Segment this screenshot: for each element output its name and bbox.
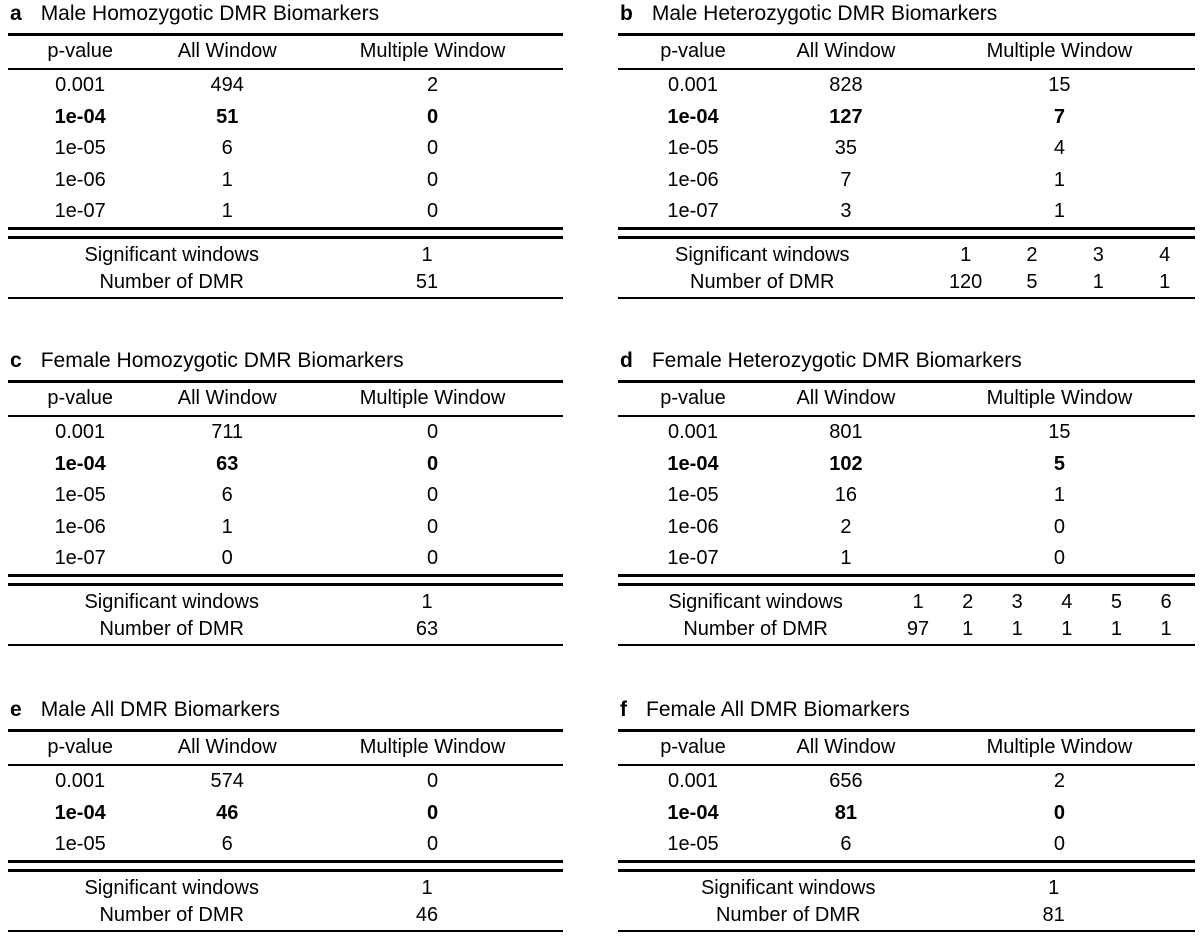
table-bottom-rule — [8, 930, 563, 933]
cell-all-window: 7 — [840, 168, 852, 191]
cell-multiple-window: 0 — [427, 168, 439, 191]
cell-multiple-window: 0 — [427, 547, 439, 570]
cell-pvalue: 1e-06 — [667, 168, 719, 191]
cell-pvalue: 0.001 — [55, 770, 106, 793]
column-header-multiple-window: Multiple Window — [359, 736, 506, 759]
cell-multiple-window: 7 — [1053, 105, 1065, 128]
cell-pvalue: 1e-04 — [54, 801, 106, 824]
cell-multiple-window: 0 — [1053, 547, 1065, 570]
cell-pvalue: 0.001 — [667, 421, 719, 444]
cell-multiple-window: 1 — [1053, 200, 1065, 223]
summary-section — [618, 586, 1195, 644]
summary-row-number-of-dmr — [618, 616, 1195, 644]
data-table — [618, 380, 1195, 646]
cell-multiple-window: 5 — [1053, 452, 1065, 475]
cell-pvalue: 1e-05 — [667, 484, 719, 507]
cell-multiple-window: 2 — [427, 74, 439, 97]
cell-all-window: 711 — [211, 421, 244, 444]
cell-multiple-window: 0 — [427, 421, 439, 444]
summary-value: 1 — [421, 876, 433, 899]
summary-value: 1 — [421, 590, 433, 613]
cell-multiple-window: 1 — [1053, 484, 1065, 507]
cell-pvalue: 1e-05 — [54, 833, 106, 856]
summary-value: 1 — [1011, 618, 1023, 641]
column-header-pvalue: p-value — [47, 387, 113, 410]
summary-value: 4 — [1061, 590, 1073, 613]
panel-letter: f — [620, 698, 627, 721]
data-table — [8, 380, 563, 646]
table-header-row — [8, 732, 563, 764]
summary-label: Number of DMR — [99, 904, 244, 927]
cell-multiple-window: 0 — [427, 484, 439, 507]
table-row — [618, 164, 1195, 196]
cell-pvalue: 0.001 — [55, 74, 106, 97]
cell-pvalue: 1e-07 — [667, 200, 719, 223]
summary-row-significant-windows — [618, 875, 1195, 903]
table-bottom-rule — [618, 930, 1195, 933]
summary-label: Number of DMR — [690, 271, 835, 294]
cell-all-window: 81 — [834, 801, 858, 824]
column-header-all-window: All Window — [177, 387, 277, 410]
summary-value: 51 — [415, 271, 439, 294]
cell-multiple-window: 2 — [1053, 770, 1065, 793]
table-row — [618, 417, 1195, 449]
panel-title-text: Male All DMR Biomarkers — [40, 698, 280, 721]
cell-all-window: 801 — [829, 421, 863, 444]
table-row — [618, 766, 1195, 798]
table-header-row — [618, 383, 1195, 415]
column-header-pvalue: p-value — [660, 736, 726, 759]
table-row — [8, 829, 563, 861]
column-header-multiple-window: Multiple Window — [986, 387, 1133, 410]
cell-pvalue: 1e-04 — [54, 452, 106, 475]
cell-all-window: 574 — [210, 770, 244, 793]
summary-label: Significant windows — [674, 243, 850, 266]
summary-value: 1 — [1061, 618, 1073, 641]
panel-title-text: Male Homozygotic DMR Biomarkers — [40, 2, 380, 25]
cell-all-window: 494 — [210, 74, 244, 97]
summary-value: 6 — [1160, 590, 1172, 613]
summary-row-number-of-dmr — [8, 902, 563, 930]
cell-all-window: 6 — [221, 833, 233, 856]
panel-title — [10, 2, 563, 26]
summary-row-number-of-dmr — [618, 902, 1195, 930]
table-bottom-rule — [8, 297, 563, 300]
summary-value: 1 — [1160, 618, 1172, 641]
summary-value: 120 — [948, 271, 983, 294]
summary-label: Number of DMR — [683, 618, 828, 641]
panel-title-text: Male Heterozygotic DMR Biomarkers — [651, 2, 998, 25]
panel-letter: c — [10, 349, 22, 372]
summary-row-significant-windows — [8, 589, 563, 617]
panel-title — [620, 2, 1195, 26]
table-panel — [8, 0, 563, 299]
cell-multiple-window: 0 — [427, 833, 439, 856]
panel-title-text: Female All DMR Biomarkers — [646, 698, 910, 721]
cell-all-window: 51 — [216, 105, 239, 128]
table-row — [8, 797, 563, 829]
cell-pvalue: 1e-05 — [54, 137, 106, 160]
summary-value: 2 — [962, 590, 974, 613]
summary-value: 1 — [1092, 271, 1104, 294]
summary-row-number-of-dmr — [618, 269, 1195, 297]
cell-all-window: 0 — [221, 547, 233, 570]
cell-multiple-window: 15 — [1048, 74, 1071, 97]
summary-value: 3 — [1011, 590, 1023, 613]
cell-pvalue: 1e-06 — [54, 168, 106, 191]
summary-label: Significant windows — [84, 243, 259, 266]
summary-value: 1 — [962, 618, 974, 641]
summary-value: 1 — [960, 243, 972, 266]
table-row — [618, 196, 1195, 228]
cell-all-window: 46 — [216, 801, 239, 824]
table-header-row — [618, 36, 1195, 68]
summary-value: 1 — [912, 590, 924, 613]
table-row — [618, 511, 1195, 543]
column-header-multiple-window: Multiple Window — [359, 40, 506, 63]
column-header-pvalue: p-value — [47, 736, 113, 759]
column-header-all-window: All Window — [177, 40, 277, 63]
table-body — [8, 70, 563, 228]
cell-multiple-window: 0 — [427, 105, 439, 128]
cell-multiple-window: 0 — [1053, 833, 1065, 856]
table-body — [618, 70, 1195, 228]
table-row — [618, 101, 1195, 133]
table-panel — [618, 0, 1195, 299]
table-row — [618, 797, 1195, 829]
summary-row-significant-windows — [618, 589, 1195, 617]
summary-value: 4 — [1159, 243, 1171, 266]
summary-label: Significant windows — [668, 590, 843, 613]
table-row — [8, 164, 563, 196]
data-table — [8, 33, 563, 299]
cell-multiple-window: 0 — [427, 770, 439, 793]
summary-value: 1 — [1048, 876, 1060, 899]
summary-value: 2 — [1026, 243, 1038, 266]
cell-all-window: 6 — [221, 484, 233, 507]
cell-multiple-window: 0 — [1053, 801, 1065, 824]
cell-multiple-window: 1 — [1053, 168, 1065, 191]
column-header-multiple-window: Multiple Window — [986, 40, 1133, 63]
cell-pvalue: 1e-07 — [54, 547, 106, 570]
cell-multiple-window: 0 — [427, 200, 439, 223]
cell-pvalue: 1e-06 — [667, 515, 719, 538]
table-row — [8, 133, 563, 165]
table-body — [8, 766, 563, 861]
table-body — [618, 417, 1195, 575]
cell-pvalue: 1e-04 — [667, 105, 719, 128]
data-table — [618, 729, 1195, 932]
column-header-pvalue: p-value — [660, 387, 726, 410]
summary-value: 97 — [906, 618, 930, 641]
summary-label: Significant windows — [700, 876, 876, 899]
summary-value: 1 — [421, 243, 433, 266]
table-row — [8, 70, 563, 102]
summary-row-significant-windows — [8, 875, 563, 903]
summary-value: 46 — [415, 904, 439, 927]
cell-all-window: 3 — [840, 200, 852, 223]
summary-value: 63 — [415, 618, 439, 641]
cell-multiple-window: 0 — [427, 515, 439, 538]
summary-label: Number of DMR — [715, 904, 861, 927]
summary-section — [8, 872, 563, 930]
panel-title — [620, 698, 1195, 722]
cell-all-window: 656 — [829, 770, 863, 793]
cell-pvalue: 1e-06 — [54, 515, 106, 538]
cell-pvalue: 1e-04 — [667, 801, 719, 824]
summary-section — [618, 239, 1195, 297]
summary-section — [8, 239, 563, 297]
table-bottom-rule — [618, 297, 1195, 300]
column-header-multiple-window: Multiple Window — [359, 387, 506, 410]
panel-letter: a — [10, 2, 22, 25]
cell-all-window: 35 — [834, 137, 858, 160]
table-row — [8, 448, 563, 480]
cell-pvalue: 1e-07 — [54, 200, 106, 223]
cell-all-window: 6 — [221, 137, 233, 160]
column-header-all-window: All Window — [177, 736, 277, 759]
cell-pvalue: 1e-04 — [54, 105, 106, 128]
table-header-row — [618, 732, 1195, 764]
summary-row-significant-windows — [618, 242, 1195, 270]
table-bottom-rule — [618, 644, 1195, 647]
summary-label: Significant windows — [84, 876, 259, 899]
panel-title-text: Female Homozygotic DMR Biomarkers — [40, 349, 404, 372]
summary-row-number-of-dmr — [8, 616, 563, 644]
table-header-row — [8, 36, 563, 68]
panel-letter: b — [620, 2, 633, 25]
column-header-multiple-window: Multiple Window — [986, 736, 1133, 759]
summary-label: Number of DMR — [99, 618, 244, 641]
summary-value: 5 — [1026, 271, 1038, 294]
column-header-all-window: All Window — [796, 736, 896, 759]
data-table — [618, 33, 1195, 299]
column-header-all-window: All Window — [796, 387, 896, 410]
cell-all-window: 828 — [829, 74, 863, 97]
table-row — [618, 829, 1195, 861]
cell-all-window: 63 — [216, 452, 239, 475]
data-table — [8, 729, 563, 932]
cell-multiple-window: 4 — [1053, 137, 1065, 160]
table-body — [618, 766, 1195, 861]
cell-all-window: 1 — [221, 515, 233, 538]
summary-section — [8, 586, 563, 644]
summary-value: 5 — [1110, 590, 1123, 613]
cell-pvalue: 1e-05 — [667, 833, 719, 856]
summary-value: 3 — [1092, 243, 1104, 266]
summary-label: Significant windows — [84, 590, 259, 613]
summary-row-significant-windows — [8, 242, 563, 270]
cell-multiple-window: 0 — [427, 137, 439, 160]
table-row — [8, 480, 563, 512]
table-header-row — [8, 383, 563, 415]
cell-pvalue: 1e-05 — [667, 137, 719, 160]
cell-all-window: 127 — [829, 105, 863, 128]
table-row — [8, 543, 563, 575]
panel-title — [10, 698, 563, 722]
panel-title-text: Female Heterozygotic DMR Biomarkers — [651, 349, 1022, 372]
table-panel — [8, 696, 563, 932]
cell-multiple-window: 0 — [427, 801, 439, 824]
summary-section — [618, 872, 1195, 930]
cell-pvalue: 1e-04 — [667, 452, 719, 475]
table-panel — [8, 347, 563, 646]
table-panel — [618, 696, 1195, 932]
table-row — [8, 766, 563, 798]
panel-title — [10, 349, 563, 373]
table-row — [8, 196, 563, 228]
table-row — [618, 480, 1195, 512]
cell-multiple-window: 15 — [1048, 421, 1071, 444]
cell-pvalue: 1e-07 — [667, 547, 719, 570]
table-row — [618, 448, 1195, 480]
summary-row-number-of-dmr — [8, 269, 563, 297]
column-header-all-window: All Window — [796, 40, 896, 63]
cell-all-window: 1 — [221, 168, 233, 191]
table-bottom-rule — [8, 644, 563, 647]
table-row — [8, 511, 563, 543]
cell-all-window: 1 — [840, 547, 852, 570]
cell-multiple-window: 0 — [427, 452, 439, 475]
panel-letter: e — [10, 698, 22, 721]
panel-title — [620, 349, 1195, 373]
summary-value: 1 — [1159, 271, 1171, 294]
cell-all-window: 102 — [829, 452, 863, 475]
table-row — [8, 101, 563, 133]
column-header-pvalue: p-value — [660, 40, 726, 63]
cell-all-window: 1 — [221, 200, 233, 223]
cell-all-window: 16 — [834, 484, 858, 507]
table-row — [618, 133, 1195, 165]
cell-multiple-window: 0 — [1053, 515, 1065, 538]
table-body — [8, 417, 563, 575]
cell-pvalue: 0.001 — [667, 770, 719, 793]
column-header-pvalue: p-value — [47, 40, 113, 63]
cell-pvalue: 0.001 — [55, 421, 106, 444]
panel-letter: d — [620, 349, 633, 372]
cell-all-window: 6 — [840, 833, 852, 856]
cell-pvalue: 1e-05 — [54, 484, 106, 507]
table-row — [618, 543, 1195, 575]
table-row — [618, 70, 1195, 102]
cell-all-window: 2 — [840, 515, 852, 538]
table-row — [8, 417, 563, 449]
table-panel — [618, 347, 1195, 646]
summary-label: Number of DMR — [99, 271, 244, 294]
summary-value: 1 — [1110, 618, 1123, 641]
summary-value: 81 — [1042, 904, 1065, 927]
cell-pvalue: 0.001 — [667, 74, 719, 97]
